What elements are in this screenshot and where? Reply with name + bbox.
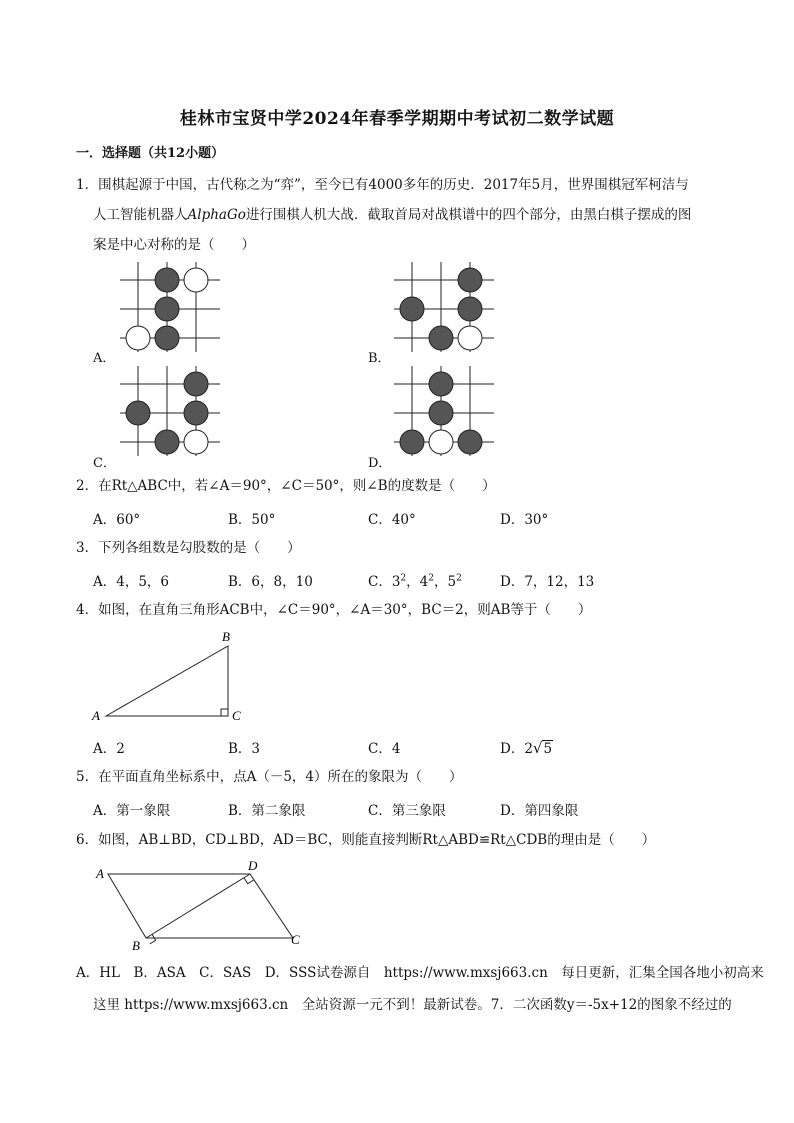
q4-sqrt-arg: 5 — [543, 741, 553, 757]
q6-label-b: B — [132, 938, 140, 953]
q1-line2c: 进行围棋人机大战．截取首局对战棋谱中的四个部分，由黑白棋子摆成的图 — [245, 207, 692, 223]
q3-stem: 3．下列各组数是勾股数的是（ ） — [76, 540, 301, 556]
q2-option-c: C．40° — [368, 512, 416, 528]
q1-option-b-label: B． — [368, 351, 391, 366]
q1-line3: 案是中心对称的是（ ） — [93, 237, 255, 253]
q4-option-a: A．2 — [93, 741, 125, 757]
q4-option-c: C．4 — [368, 741, 401, 757]
q1-line2 — [93, 205, 691, 225]
go-figure-a — [110, 260, 230, 355]
q6-stem: 6．如图，AB⊥BD，CD⊥BD，AD＝BC，则能直接判断Rt△ABD≌Rt△CDB的理由是（ ） — [76, 832, 656, 848]
q2-option-b: B．50° — [228, 512, 276, 528]
q4-option-d-text: D．2 — [500, 741, 533, 757]
q4-label-b: B — [222, 629, 230, 644]
q1-line2a: 人工智能机器人 — [93, 207, 188, 223]
q3-option-a: A．4，5，6 — [93, 574, 170, 590]
q5-option-a: A．第一象限 — [93, 803, 171, 819]
q6-parallelogram-figure — [88, 856, 313, 956]
q4-option-b: B．3 — [228, 741, 261, 757]
q4-option-d — [500, 737, 553, 757]
q3-option-d: D．7，12，13 — [500, 574, 595, 590]
q4-label-a: A — [92, 708, 100, 723]
q5-option-c: C．第三象限 — [368, 803, 446, 819]
q5-stem: 5．在平面直角坐标系中，点A（－5，4）所在的象限为（ ） — [76, 769, 463, 785]
q6-label-a: A — [96, 866, 104, 881]
q2-option-d: D．30° — [500, 512, 549, 528]
q1-option-a-label: A． — [93, 351, 116, 366]
q2-stem: 2．在Rt△ABC中，若∠A＝90°，∠C＝50°，则∠B的度数是（ ） — [76, 478, 496, 494]
q6-label-d: D — [248, 858, 258, 873]
q3-option-c: C．$3^2$，$4^2$，$5^2$ — [368, 573, 462, 590]
section-heading: 一．选择题（共12小题） — [76, 146, 225, 161]
q3-option-c-text: C．3 — [368, 574, 401, 590]
q2-option-a: A．60° — [93, 512, 141, 528]
go-figure-d — [384, 364, 504, 459]
q1-alphago: AlphaGo — [187, 207, 246, 223]
q7-partial-line: 这里 https://www.mxsj663.cn 全站资源一元不到！最新试卷。7．二次函数y＝-5x+12的图象不经过的 — [93, 997, 732, 1013]
q3-option-b: B．6，8，10 — [228, 574, 313, 590]
q6-answer-line: A．HL B．ASA C．SAS D．SSS试卷源自 https://www.mxsj663.cn 每日更新，汇集全国各地小初高来 — [76, 965, 764, 981]
q4-stem: 4．如图，在直角三角形ACB中，∠C＝90°，∠A＝30°，BC＝2，则AB等于（ ） — [76, 602, 592, 618]
page-title: 桂林市宝贤中学2024年春季学期期中考试初二数学试题 — [179, 109, 615, 129]
sqrt-sign-icon: √ — [532, 739, 543, 757]
go-figure-b — [384, 260, 504, 355]
q5-option-d: D．第四象限 — [500, 803, 579, 819]
q4-triangle-figure — [88, 628, 258, 728]
q6-label-c: C — [291, 932, 300, 947]
q1-option-c-label: C． — [93, 456, 116, 471]
q1-line1: 1．围棋起源于中国，古代称之为“弈”，至今已有4000多年的历史．2017年5月，世界围棋冠军柯洁与 — [76, 177, 689, 193]
q1-option-d-label: D． — [368, 456, 392, 471]
q4-label-c: C — [232, 708, 241, 723]
go-figure-c — [110, 364, 230, 459]
q5-option-b: B．第二象限 — [228, 803, 306, 819]
